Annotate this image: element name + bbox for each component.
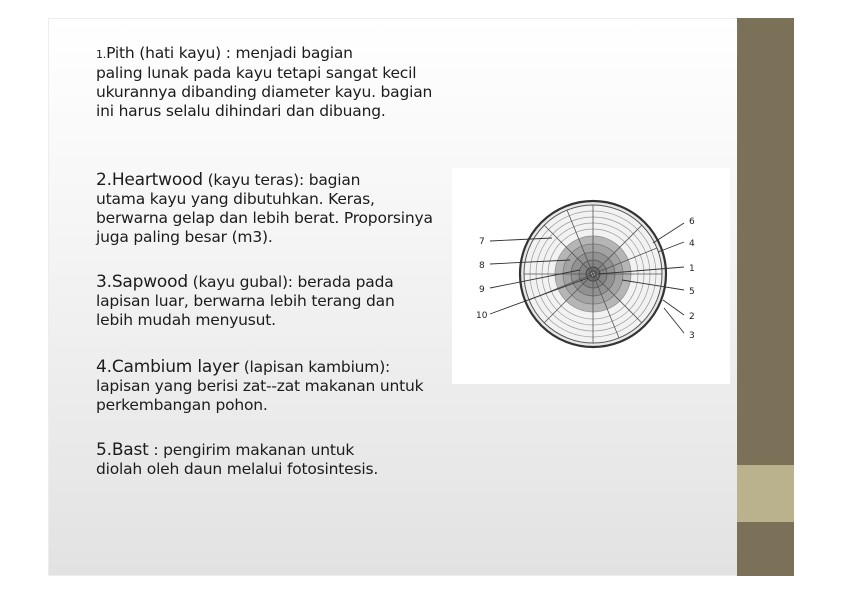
paragraph-text-first: (lapisan kambium): — [238, 358, 391, 376]
paragraph-number: 5. — [96, 440, 112, 460]
diagram-label: 4 — [689, 239, 695, 249]
accent-bar-bottom — [737, 522, 794, 576]
wood-rays — [524, 205, 662, 343]
paragraph-cambium — [96, 358, 436, 415]
paragraph-bast — [96, 441, 436, 479]
diagram-label: 6 — [689, 217, 695, 227]
paragraph-text: lapisan yang berisi zat--zat makanan untuk perkembangan pohon. — [96, 377, 424, 414]
paragraph-text: paling lunak pada kayu tetapi sangat kecil ukurannya dibanding diameter kayu. bagian ini harus selalu dihindari dan dibuang. — [96, 64, 433, 120]
paragraph-term: Bast — [111, 440, 149, 460]
paragraph-number: 1. — [96, 48, 107, 61]
tree-rings-svg — [452, 168, 730, 384]
paragraph-text-first: (kayu teras): bagian — [202, 171, 361, 189]
diagram-label: 9 — [479, 285, 485, 295]
diagram-label: 1 — [689, 264, 695, 274]
diagram-label: 10 — [476, 311, 488, 321]
accent-bar-middle — [737, 465, 794, 522]
diagram-label: 8 — [479, 261, 485, 271]
paragraph-number: 3. — [96, 272, 112, 292]
paragraph-sapwood — [96, 273, 436, 330]
paragraph-text: lapisan luar, berwarna lebih terang dan lebih mudah menyusut. — [96, 292, 395, 329]
paragraph-text-first: (hati kayu) : menjadi bagian — [134, 44, 353, 62]
accent-bar-top — [737, 18, 794, 465]
paragraph-heartwood — [96, 171, 436, 247]
paragraph-number: 4. — [96, 357, 112, 377]
paragraph-text-first: (kayu gubal): berada pada — [187, 273, 394, 291]
diagram-label: 7 — [479, 237, 485, 247]
paragraph-text: utama kayu yang dibutuhkan. Keras, berwarna gelap dan lebih berat. Proporsinya juga paling besar (m3). — [96, 190, 433, 246]
paragraph-number: 2. — [96, 170, 112, 190]
paragraph-pith — [96, 44, 436, 121]
paragraph-term: Heartwood — [111, 170, 203, 190]
tree-cross-section-diagram — [452, 168, 730, 384]
paragraph-text-first: : pengirim makanan untuk — [148, 441, 355, 459]
diagram-label: 3 — [689, 331, 695, 341]
paragraph-term: Sapwood — [111, 272, 188, 292]
paragraph-term: Pith — [106, 44, 135, 62]
paragraph-text: diolah oleh daun melalui fotosintesis. — [96, 460, 379, 478]
paragraph-term: Cambium layer — [111, 357, 239, 377]
diagram-label: 2 — [689, 312, 695, 322]
diagram-label: 5 — [689, 287, 695, 297]
